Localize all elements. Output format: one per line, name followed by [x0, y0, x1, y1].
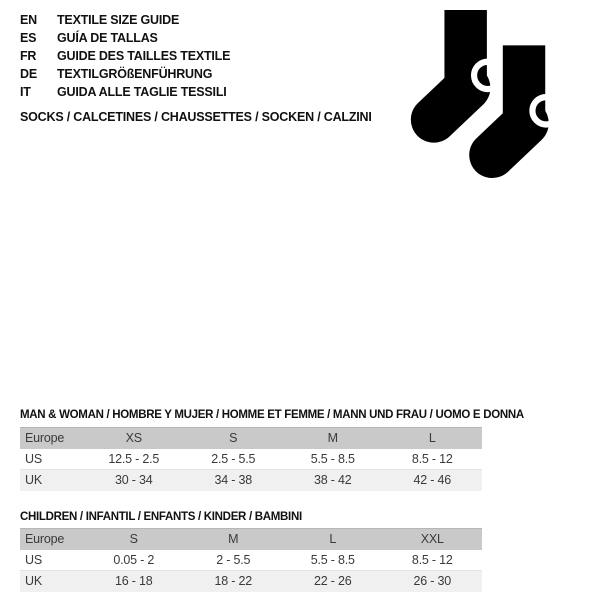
size-value: 2 - 5.5 [216, 552, 251, 567]
size-value: 8.5 - 12 [411, 451, 453, 466]
language-row-it [20, 83, 230, 101]
language-code: IT [20, 85, 31, 99]
table-title-man-woman: MAN & WOMAN / HOMBRE Y MUJER / HOMME ET FEMME / MANN UND FRAU / UOMO E DONNA [20, 409, 524, 421]
size-value: 5.5 - 8.5 [310, 451, 355, 466]
category-title: SOCKS / CALCETINES / CHAUSSETTES / SOCKEN / CALZINI [20, 110, 372, 124]
sock-shape-back [434, 10, 502, 120]
size-value: 16 - 18 [114, 574, 153, 589]
column-header-region: Europe [20, 428, 84, 449]
column-header-m: M [283, 428, 383, 449]
column-header-xxl: XXL [383, 529, 483, 550]
size-table-man-woman [20, 427, 482, 491]
size-value: 38 - 42 [313, 473, 352, 488]
language-code: DE [20, 67, 37, 81]
size-value: 12.5 - 2.5 [108, 451, 160, 466]
size-value: 30 - 34 [114, 473, 153, 488]
language-label: TEXTILGRÖßENFÜHRUNG [57, 67, 213, 81]
size-value: 18 - 22 [214, 574, 253, 589]
region-label: US [25, 451, 42, 466]
size-value: 5.5 - 8.5 [310, 552, 355, 567]
size-value: 42 - 46 [413, 473, 452, 488]
size-value: 22 - 26 [313, 574, 352, 589]
size-value: 2.5 - 5.5 [211, 451, 256, 466]
table-header-row [20, 428, 482, 449]
column-header-s: S [184, 428, 284, 449]
size-table-children [20, 528, 482, 592]
table-row-uk [20, 470, 482, 491]
sock-shape-front [492, 45, 560, 155]
language-code: EN [20, 13, 37, 27]
column-header-region: Europe [20, 529, 84, 550]
language-row-es [20, 29, 230, 47]
language-title-block [20, 11, 230, 101]
column-header-xs: XS [84, 428, 184, 449]
language-label: GUIDE DES TAILLES TEXTILE [57, 49, 231, 63]
language-label: GUÍA DE TALLAS [57, 31, 158, 45]
region-label: UK [25, 574, 42, 589]
table-row-us [20, 449, 482, 470]
column-header-l: L [283, 529, 383, 550]
size-value: 0.05 - 2 [113, 552, 155, 567]
table-header-row [20, 529, 482, 550]
size-value: 34 - 38 [214, 473, 253, 488]
column-header-s: S [84, 529, 184, 550]
size-value: 26 - 30 [413, 574, 452, 589]
language-label: GUIDA ALLE TAGLIE TESSILI [57, 85, 227, 99]
region-label: UK [25, 473, 42, 488]
column-header-m: M [184, 529, 284, 550]
language-code: FR [20, 49, 37, 63]
language-label: TEXTILE SIZE GUIDE [57, 13, 180, 27]
language-row-en [20, 11, 230, 29]
table-row-us [20, 550, 482, 571]
column-header-l: L [383, 428, 483, 449]
region-label: US [25, 552, 42, 567]
size-value: 8.5 - 12 [411, 552, 453, 567]
table-title-children: CHILDREN / INFANTIL / ENFANTS / KINDER / BAMBINI [20, 511, 302, 523]
socks-icon [410, 10, 562, 178]
language-row-de [20, 65, 230, 83]
language-code: ES [20, 31, 37, 45]
language-row-fr [20, 47, 230, 65]
table-row-uk [20, 571, 482, 592]
